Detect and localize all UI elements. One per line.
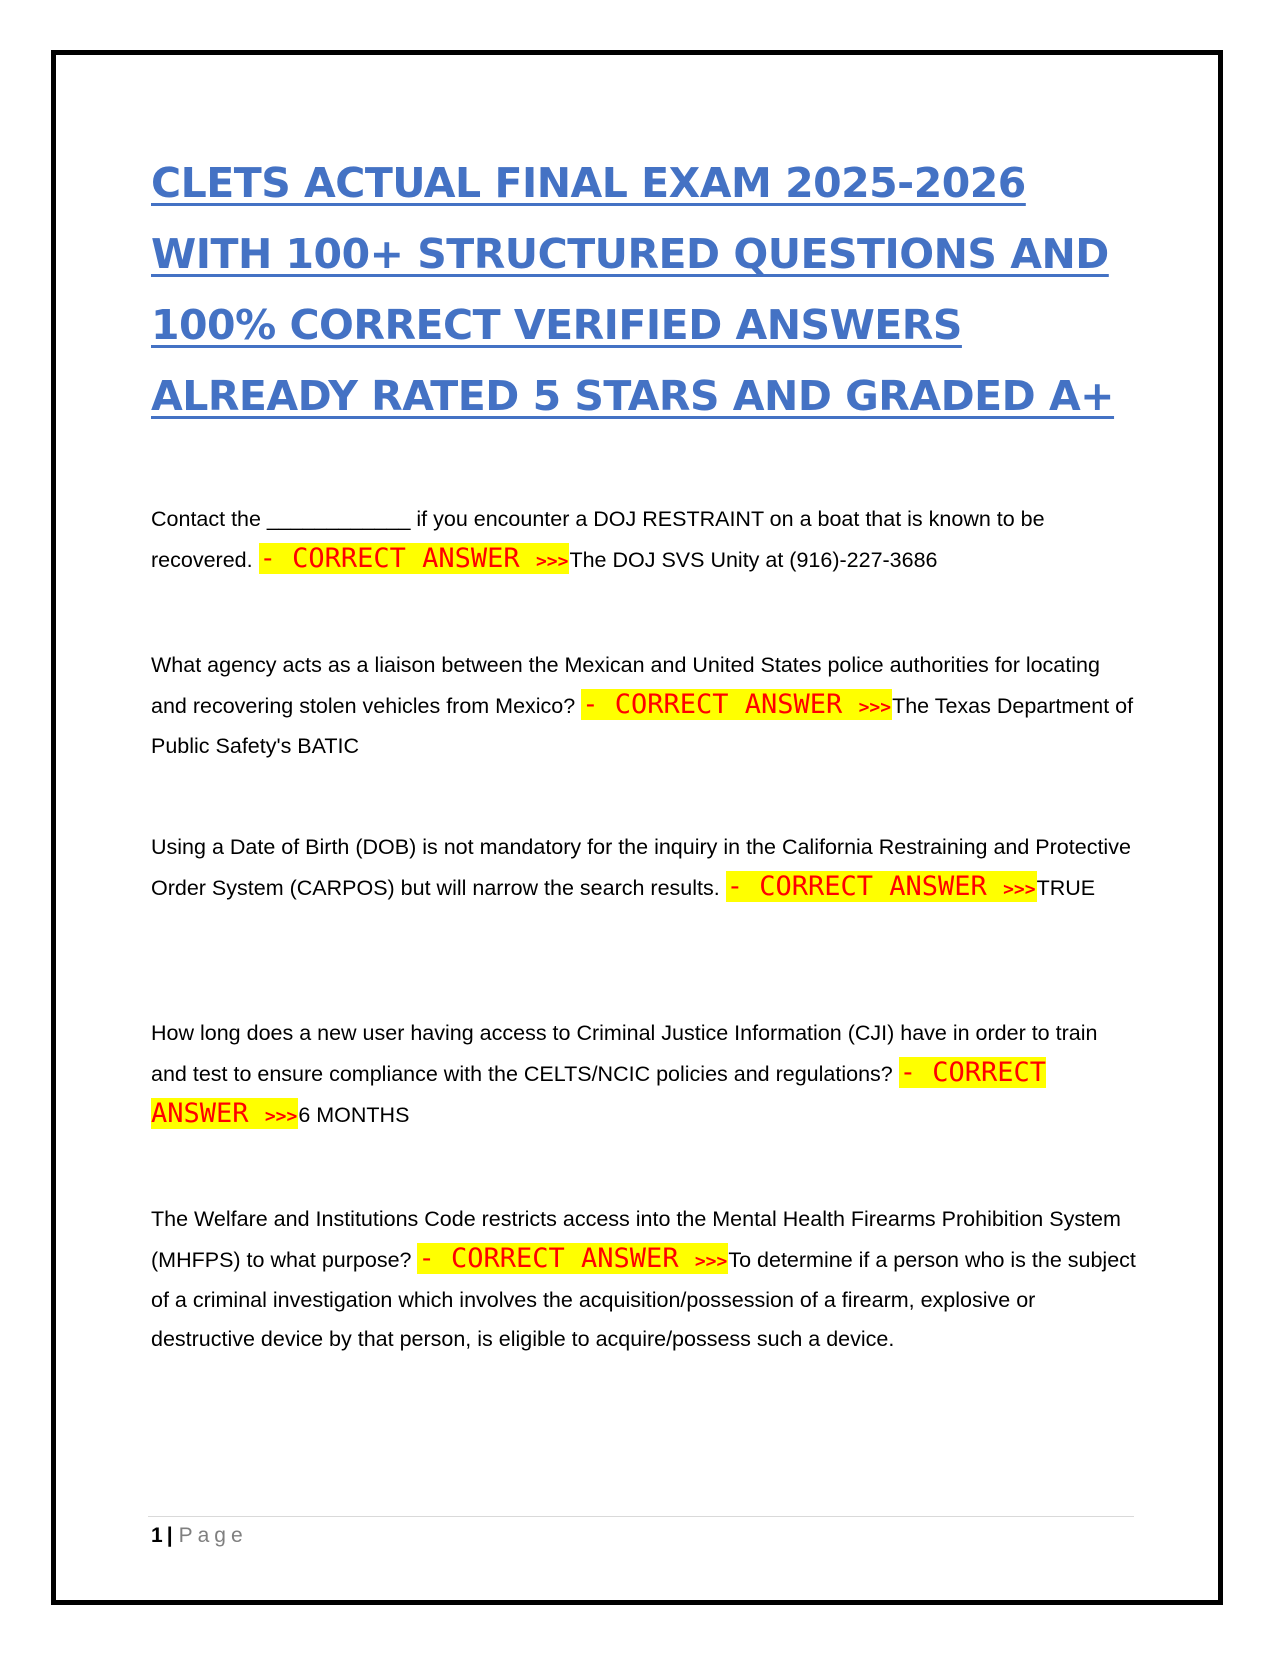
answer-text: The DOJ SVS Unity at (916)-227-3686 (569, 548, 938, 572)
correct-answer-label: - CORRECT ANSWER (726, 871, 987, 902)
correct-answer-tag (581, 689, 892, 720)
correct-answer-tag (259, 543, 570, 574)
footer-separator: | (166, 1524, 173, 1547)
footer-divider (148, 1516, 1134, 1517)
question-text: Using a Date of Birth (DOB) is not mandatory for the inquiry in the California Restraining and Protective Order System (CARPOS) but will narrow the search results. (151, 835, 1131, 900)
page-footer (151, 1522, 248, 1550)
qa-item (151, 828, 1136, 909)
answer-arrows: >>> (535, 551, 569, 572)
question-text: How long does a new user having access to Criminal Justice Information (CJI) have in order to train and test to ensure compliance with the CELTS/NCIC policies and regulations? (151, 1021, 1098, 1086)
question-text: What agency acts as a liaison between the Mexican and United States police authorities for locating and recovering stolen vehicles from Mexico? (151, 653, 1100, 718)
answer-text: 6 MONTHS (298, 1103, 410, 1127)
question-text: Contact the ____________ if you encounter a DOJ RESTRAINT on a boat that is known to be recovered. (151, 507, 1045, 572)
correct-answer-label: - CORRECT ANSWER (259, 543, 520, 574)
qa-item (151, 1200, 1136, 1359)
qa-item (151, 500, 1136, 581)
correct-answer-label: - CORRECT ANSWER (151, 1057, 1047, 1129)
answer-arrows: >>> (264, 1106, 298, 1127)
answer-arrows: >>> (858, 697, 892, 718)
page-number: 1 (151, 1524, 163, 1547)
qa-item (151, 1014, 1136, 1136)
answer-text: The Texas Department of Public Safety's BATIC (151, 694, 1134, 758)
answer-text: To determine if a person who is the subject of a criminal investigation which involves the acquisition/possession of a firearm, explosive or destructive device by that person, is eligible to acquire/possess such a device. (151, 1248, 1136, 1351)
qa-item (151, 646, 1136, 766)
correct-answer-label: - CORRECT ANSWER (418, 1243, 679, 1274)
answer-arrows: >>> (694, 1251, 728, 1272)
correct-answer-tag (726, 871, 1037, 902)
answer-text: TRUE (1036, 876, 1096, 900)
document-title: CLETS ACTUAL FINAL EXAM 2025-2026 WITH 100+ STRUCTURED QUESTIONS AND 100% CORRECT VERIFIED ANSWERS ALREADY RATED 5 STARS AND GRADED A+ (151, 159, 1115, 420)
answer-arrows: >>> (1003, 879, 1036, 900)
correct-answer-label: - CORRECT ANSWER (582, 689, 843, 720)
question-text: The Welfare and Institutions Code restricts access into the Mental Health Firearms Prohibition System (MHFPS) to what purpose? (151, 1207, 1121, 1272)
page-label: Page (178, 1524, 248, 1547)
correct-answer-tag (417, 1243, 728, 1274)
